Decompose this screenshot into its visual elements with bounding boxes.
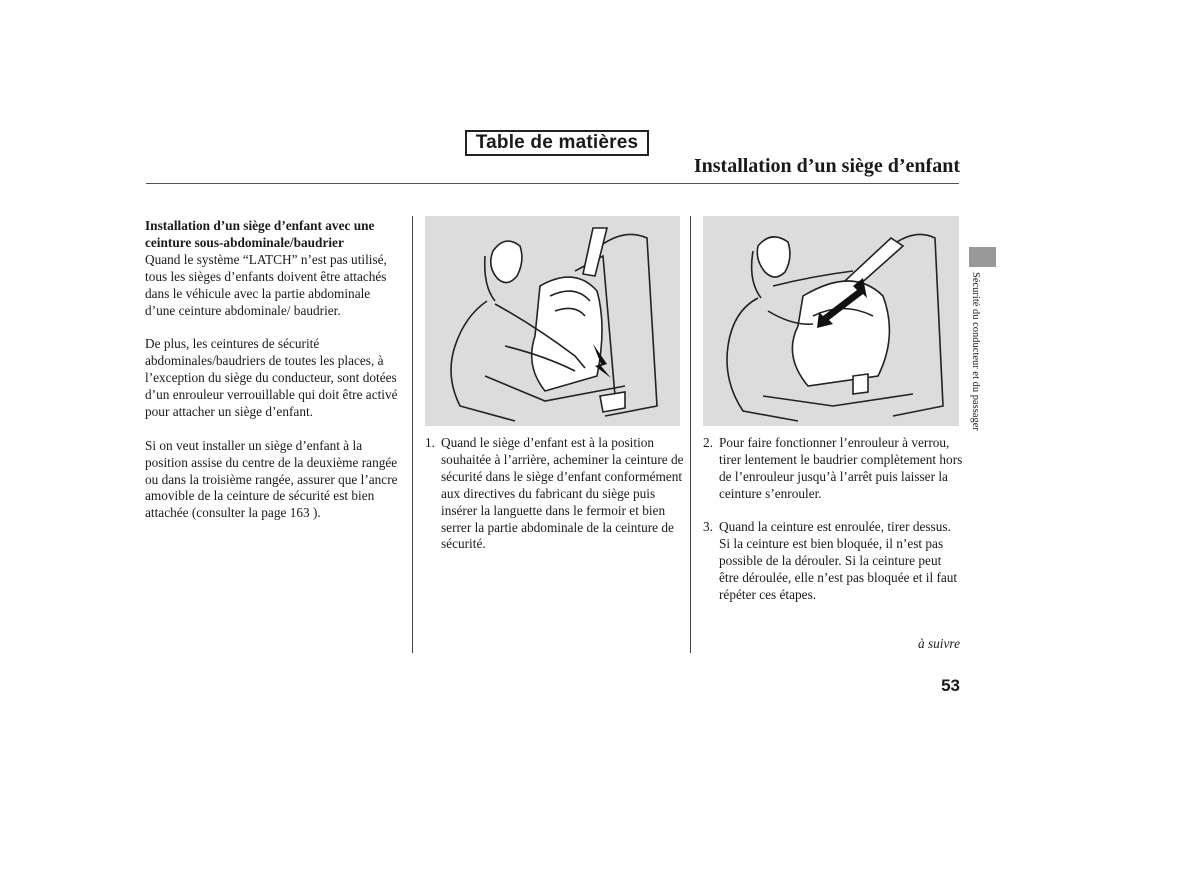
step-text: Quand le siège d’enfant est à la position souhaitée à l’arrière, acheminer la ceinture de sécurité dans le siège d’enfant conformément aux directives du fabricant du siège puis insérer la languette dans le fermoir et bien serrer la partie abdominale de la ceinture de sécurité. <box>441 435 684 552</box>
intro-paragraph-center-seat: Si on veut installer un siège d’enfant à la position assise du centre de la deuxième rangée ou dans la troisième rangée, assurer que l’ancre amovible de la ceinture de sécurité est bien attachée (consulter la page 163 ). <box>145 437 398 521</box>
step-number: 3. <box>703 519 713 534</box>
intro-column <box>145 218 400 539</box>
section-heading: Installation d’un siège d’enfant avec une ceinture sous-abdominale/baudrier <box>145 218 375 250</box>
step-number: 1. <box>425 435 435 450</box>
section-tab-marker[interactable] <box>969 247 996 267</box>
header-rule <box>146 183 959 184</box>
intro-paragraph-retractor: De plus, les ceintures de sécurité abdominales/baudriers de toutes les places, à l’exception du siège du conducteur, sont dotées d’un enrouleur verrouillable qui doit être activé pour attacher un siège d’enfant. <box>145 336 398 419</box>
step-text: Pour faire fonctionner l’enrouleur à verrou, tirer lentement le baudrier complètement hors de l’enrouleur jusqu’à l’arrêt puis laisser la ceinture s’enrouler. <box>719 435 963 501</box>
column-divider <box>412 216 413 653</box>
intro-paragraph-latch: Quand le système “LATCH” n’est pas utilisé, tous les sièges d’enfants doivent être attachés dans le véhicule avec la partie abdominale d’une ceinture abdominale/ baudrier. <box>145 251 387 318</box>
illustration-locking-retractor <box>703 216 959 426</box>
step-text: Quand la ceinture est enroulée, tirer dessus. Si la ceinture est bien bloquée, il n’est pas possible de la dérouler. Si la ceinture peut être déroulée, elle n’est pas bloquée et il faut répéter ces étapes. <box>719 519 958 602</box>
page-number: 53 <box>941 676 960 695</box>
continued-label: à suivre <box>918 636 960 651</box>
column-divider <box>690 216 691 653</box>
child-seat-illustration-2 <box>703 216 959 426</box>
illustration-routing-belt <box>425 216 680 426</box>
page-title: Installation d’un siège d’enfant <box>693 155 960 177</box>
child-seat-illustration-1 <box>425 216 680 426</box>
step-number: 2. <box>703 435 713 450</box>
section-tab-label: Sécurité du conducteur et du passager <box>970 272 981 431</box>
table-of-contents-button[interactable]: Table de matières <box>465 130 649 156</box>
